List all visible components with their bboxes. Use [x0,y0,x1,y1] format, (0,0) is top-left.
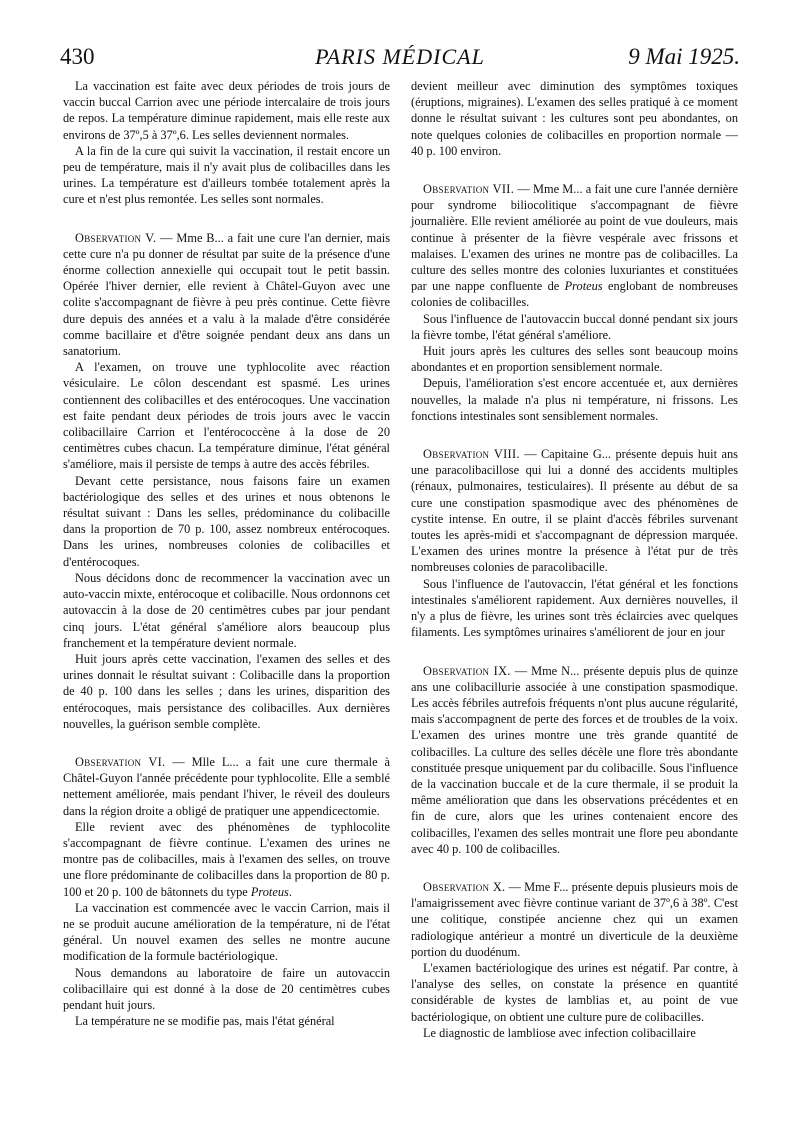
paragraph: La vaccination est faite avec deux périodes de trois jours de vaccin buccal Carrion avec une période intercalaire de trois jours de repos. La température diminue rapidement, mais elle reste aux environs de 37º,5 à 37º,6. Les selles deviennent normales. [63,79,390,142]
observation-label: Observation VII. [423,182,515,197]
italic-term: Proteus [250,884,289,899]
paragraph: L'examen bactériologique des urines est négatif. Par contre, à l'analyse des selles, on constate la présence en quantité considérable de kystes de lamblias et, au point de vue bactériologique, on obtient une culture pure de colibacilles. [411,960,738,1024]
paragraph: Devant cette persistance, nous faisons faire un examen bactériologique des selles et des urines et nous obtenons le résultat suivant : Dans les selles, prédominance du colibacille dans la proportion de 70 p. 100, assez nombreux entérocoques. Dans les urines, nombreuses colonies de colibacilles et d'entérocoques. [63,473,390,569]
paragraph: A la fin de la cure qui suivit la vaccination, il restait encore un peu de température, mais il n'y avait plus de colibacilles dans les urines. La température est d'ailleurs tombée totalement après la cure et n'est plus remontée. Les selles sont normales. [63,143,390,207]
paragraph: Sous l'influence de l'autovaccin buccal donné pendant six jours la fièvre tombe, l'état général s'améliore. [411,311,738,342]
paragraph: La température ne se modifie pas, mais l'état général [75,1014,335,1029]
paragraph: La vaccination est commencée avec le vaccin Carrion, mais il ne se produit aucune amélioration de la température, ni de l'état général. Un nouvel examen des selles ne montre aucune modification de la formule bactériologique. [63,900,390,964]
observation-text: englobant de nombreuses colonies de colibacilles. [411,279,738,310]
observation-7 [411,181,738,311]
observation-text: — Capitaine G... présente depuis huit ans une paracolibacillose qui lui a donné des accidents multiples (rénaux, pulmonaires, testiculaires). Il présente au début de sa cure une constipation spasmodique avec des phénomènes de cystite intense. En outre, il se plaint d'accès fébriles survenant toutes les après-midi et s'accompagnant de dépression marquée. L'examen des urines montre la présence à l'état pur de très nombreuses colonies de paracolibacille. [411,447,738,575]
paragraph [63,819,390,900]
page-header [60,44,740,74]
paragraph: Huit jours après les cultures des selles sont beaucoup moins abondantes et en proportion sensiblement normale. [411,344,738,375]
observation-text: — Mme B... a fait une cure l'an dernier, mais cette cure n'a pu donner de résultat par suite de la présence d'une énorme collection annexielle qui occupait tout le petit bassin. Opérée l'hiver dernier, elle revient à Châtel-Guyon avec une colite s'accompagnant de fièvre à peu près continue. Cette fièvre dure depuis des années et a valu à la malade d'être considérée comme bacillaire et d'être soignée pendant deux ans dans un sanatorium. [63,230,390,359]
right-column [411,78,738,1041]
paragraph: A l'examen, on trouve une typhlocolite avec réaction vésiculaire. Le côlon descendant est spasmé. Les urines contiennent des colibacilles et des entérocoques. Une vaccination est faite pendant deux périodes de trois jours avec le vaccin colibacillaire Carrion et l'entérococcène à la dose de 20 centimètres cubes chacun. La température diminue, l'état général s'améliore, mais il persiste de temps à autre des accès fébriles. [63,360,390,472]
paragraph: Sous l'influence de l'autovaccin, l'état général et les fonctions intestinales s'améliorent rapidement. Aux dernières nouvelles, il n'y a plus de fièvre, les urines sont très éclaircies avec quelques filaments. Les symptômes urinaires s'améliorent de jour en jour [411,576,738,640]
left-column [63,78,390,1029]
observation-text: — Mme N... présente depuis plus de quinze ans une colibacillurie associée à une constipation spasmodique. Les accès fébriles autrefois fréquents n'ont plus aucune régularité, mais s'accompagnent de perte des forces et de troubles de la voix. L'examen des urines montre une très grande quantité de colibacilles. La culture des selles décèle une flore très abondante constituée presque uniquement par du colibacille. Sous l'influence de la vaccination buccale et de la cure thermale, il se produit la même amélioration que dans les observations précédentes et en fin de cure, alors que les urines contenaient encore des colibacilles, l'examen des selles montrait une flore peu abondante avec 40 p. 100 de colibacilles. [411,663,738,856]
issue-date: 9 Mai 1925. [628,44,740,69]
observation-label: Observation X. [423,879,506,894]
page-number: 430 [60,44,95,69]
paragraph: Huit jours après cette vaccination, l'examen des selles et des urines donnait le résultat suivant : Colibacille dans la proportion de 40 p. 100 dans les selles ; dans les urines, disparition des entérocoques, mais persistance des colibacilles. Aux dernières nouvelles, la guérison semble complète. [63,651,390,731]
paragraph: Depuis, l'amélioration s'est encore accentuée et, aux dernières nouvelles, la malade n'a plus ni température, ni frissons. Les fonctions intestinales sont sensiblement normales. [411,376,738,423]
observation-text: — Mme M... a fait une cure l'année dernière pour syndrome biliocolitique s'accompagnant de fièvre journalière. Elle revient améliorée au point de vue douleurs, mais continue à présenter de la fièvre vespérale avec frissons et malaises. L'examen des urines ne montre pas de colibacilles. La culture des selles montre des colonies luxuriantes et constituées par une nappe confluente de [411,182,739,294]
observation-10 [411,879,738,960]
paragraph: Le diagnostic de lambliose avec infection colibacillaire [423,1025,696,1040]
observation-8 [411,446,738,576]
paragraph: Nous décidons donc de recommencer la vaccination avec un auto-vaccin mixte, entérocoque et colibacille. Nous ordonnons cet autovaccin à la dose de 20 centimètres cubes par jour pendant cinq jours. L'état général s'améliore alors beaucoup plus franchement et la température devient normale. [63,570,390,650]
observation-6 [63,754,390,819]
observation-text: — Mme F... présente depuis plusieurs mois de l'amaigrissement avec fièvre continue variant de 37º,6 à 38º. C'est une colitique, constipée ancienne chez qui un examen radiologique antérieur a montré un diverticule de la deuxième portion du duodénum. [411,879,738,959]
observation-9 [411,663,738,857]
journal-title: PARIS MÉDICAL [315,44,485,69]
text-run: . [288,884,292,899]
observation-text: — Mlle L... a fait une cure thermale à Châtel-Guyon l'année précédente pour typhlocolite. Elle a semblé nettement améliorée, mais pendant l'hiver, le réveil des douleurs dans la région droite a obligé de pratiquer une appendicectomie. [63,754,390,818]
text-run: Elle revient avec des phénomènes de typhlocolite s'accompagnant de fièvre continue. L'examen des urines ne montre pas de colibacilles, mais à l'examen des selles, on trouve une flore prédominante de colibacilles dans la proportion de 80 p. 100 et 20 p. 100 de bâtonnets du type [63,819,390,899]
observation-label: Observation V. [75,230,157,245]
italic-term: Proteus [564,279,603,294]
observation-label: Observation VI. [75,754,166,769]
observation-label: Observation IX. [423,663,511,678]
observation-label: Observation VIII. [423,447,520,462]
observation-5 [63,230,390,360]
paragraph: devient meilleur avec diminution des symptômes toxiques (éruptions, migraines). L'examen des selles pratiqué à ce moment donne le résultat suivant : les cultures sont peu abondantes, on note quelques colonies de colibacilles en proportion normale — 40 p. 100 environ. [411,79,738,158]
paragraph: Nous demandons au laboratoire de faire un autovaccin colibacillaire qui est donné à la dose de 20 centimètres cubes pendant huit jours. [63,965,390,1012]
